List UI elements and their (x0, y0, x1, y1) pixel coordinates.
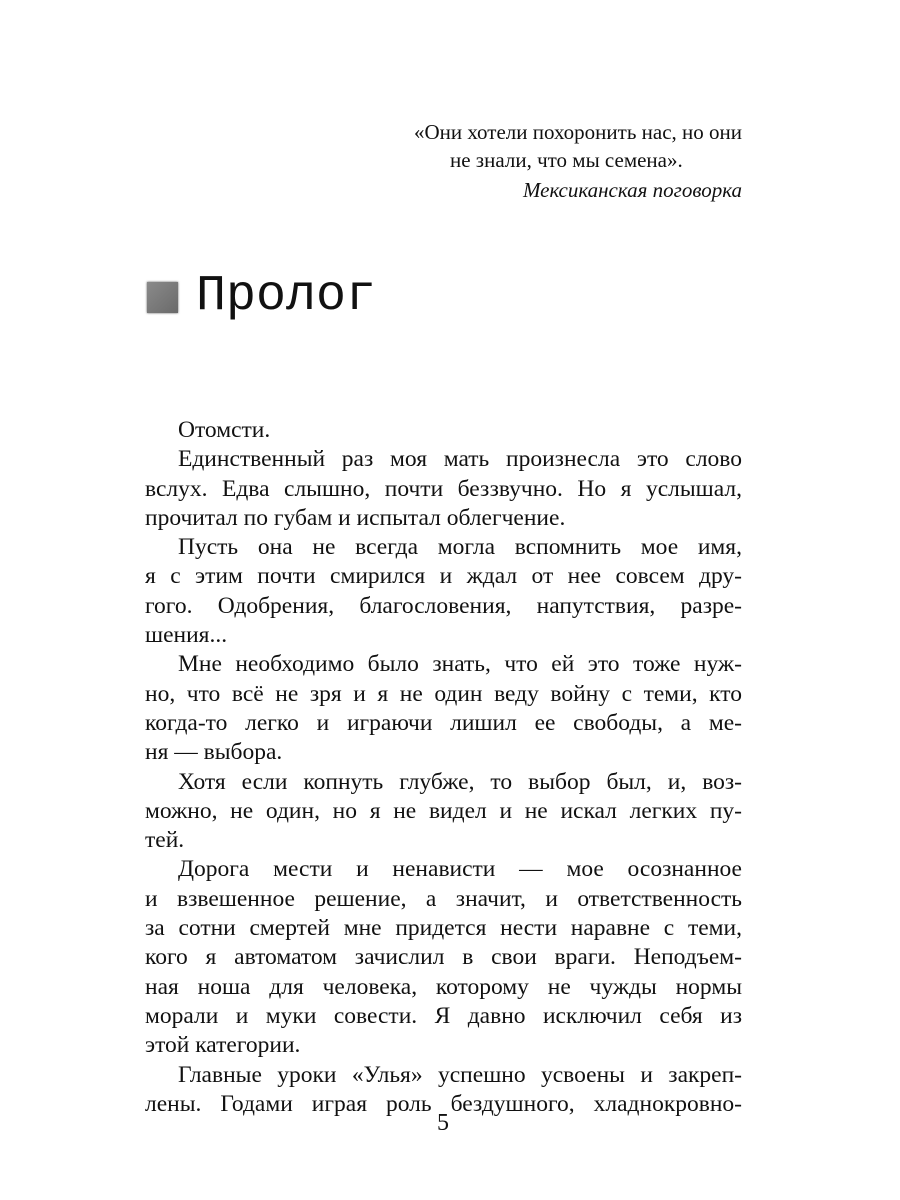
text-line: Мне необходимо было знать, что ей это тоже нуж- (178, 651, 742, 678)
text-line: Дорога мести и ненависти — мое осознанное (178, 856, 742, 883)
text-line: Единственный раз моя мать произнесла это слово (178, 446, 742, 473)
square-bullet-icon (147, 282, 178, 313)
text-line: вслух. Едва слышно, почти беззвучно. Но я услышал, (145, 475, 742, 502)
text-line: и взвешенное решение, а значит, и ответственность (145, 885, 742, 912)
chapter-heading (147, 266, 376, 328)
body-text (145, 416, 742, 1119)
text-line: я с этим почти смирился и ждал от нее совсем дру- (145, 563, 742, 590)
paragraph (145, 416, 742, 445)
paragraph (145, 855, 742, 1060)
text-line: Главные уроки «Улья» успешно усвоены и закреп- (178, 1061, 742, 1088)
paragraph (145, 533, 742, 650)
text-line: но, что всё не зря и я не один веду войну с теми, кто (145, 680, 742, 707)
text-line: за сотни смертей мне придется нести наравне с теми, (145, 915, 742, 942)
text-line: можно, не один, но я не видел и не искал легких пу- (145, 797, 742, 824)
paragraph (145, 445, 742, 533)
text-line: ня — выбора. (145, 739, 283, 766)
epigraph-line: не знали, что мы семена». (450, 148, 683, 172)
epigraph (282, 118, 742, 204)
text-line: тей. (145, 827, 185, 854)
text-line: лены. Годами играя роль бездушного, хладнокровно- (145, 1090, 742, 1117)
paragraph (145, 650, 742, 767)
text-line: Хотя если копнуть глубже, то выбор был, и, воз- (178, 768, 742, 795)
text-line: Пусть она не всегда могла вспомнить мое имя, (178, 534, 742, 561)
text-line: шения... (145, 622, 228, 649)
chapter-title: Пролог (196, 268, 377, 325)
paragraph (145, 768, 742, 856)
text-line: кого я автоматом зачислил в свои враги. Неподъем- (145, 944, 742, 971)
text-line: гого. Одобрения, благословения, напутствия, разре- (145, 592, 742, 619)
text-line: морали и муки совести. Я давно исключил себя из (145, 1002, 742, 1029)
epigraph-line: «Они хотели похоронить нас, но они (413, 120, 742, 144)
text-line: прочитал по губам и испытал облегчение. (145, 504, 566, 531)
text-line: этой категории. (145, 1032, 301, 1059)
text-line: когда-то легко и играючи лишил ее свободы, а ме- (145, 709, 742, 736)
text-line: Отомсти. (178, 417, 271, 443)
page-number: 5 (437, 1110, 449, 1136)
epigraph-source: Мексиканская поговорка (522, 178, 742, 202)
text-line: ная ноша для человека, которому не чужды нормы (145, 973, 742, 1000)
